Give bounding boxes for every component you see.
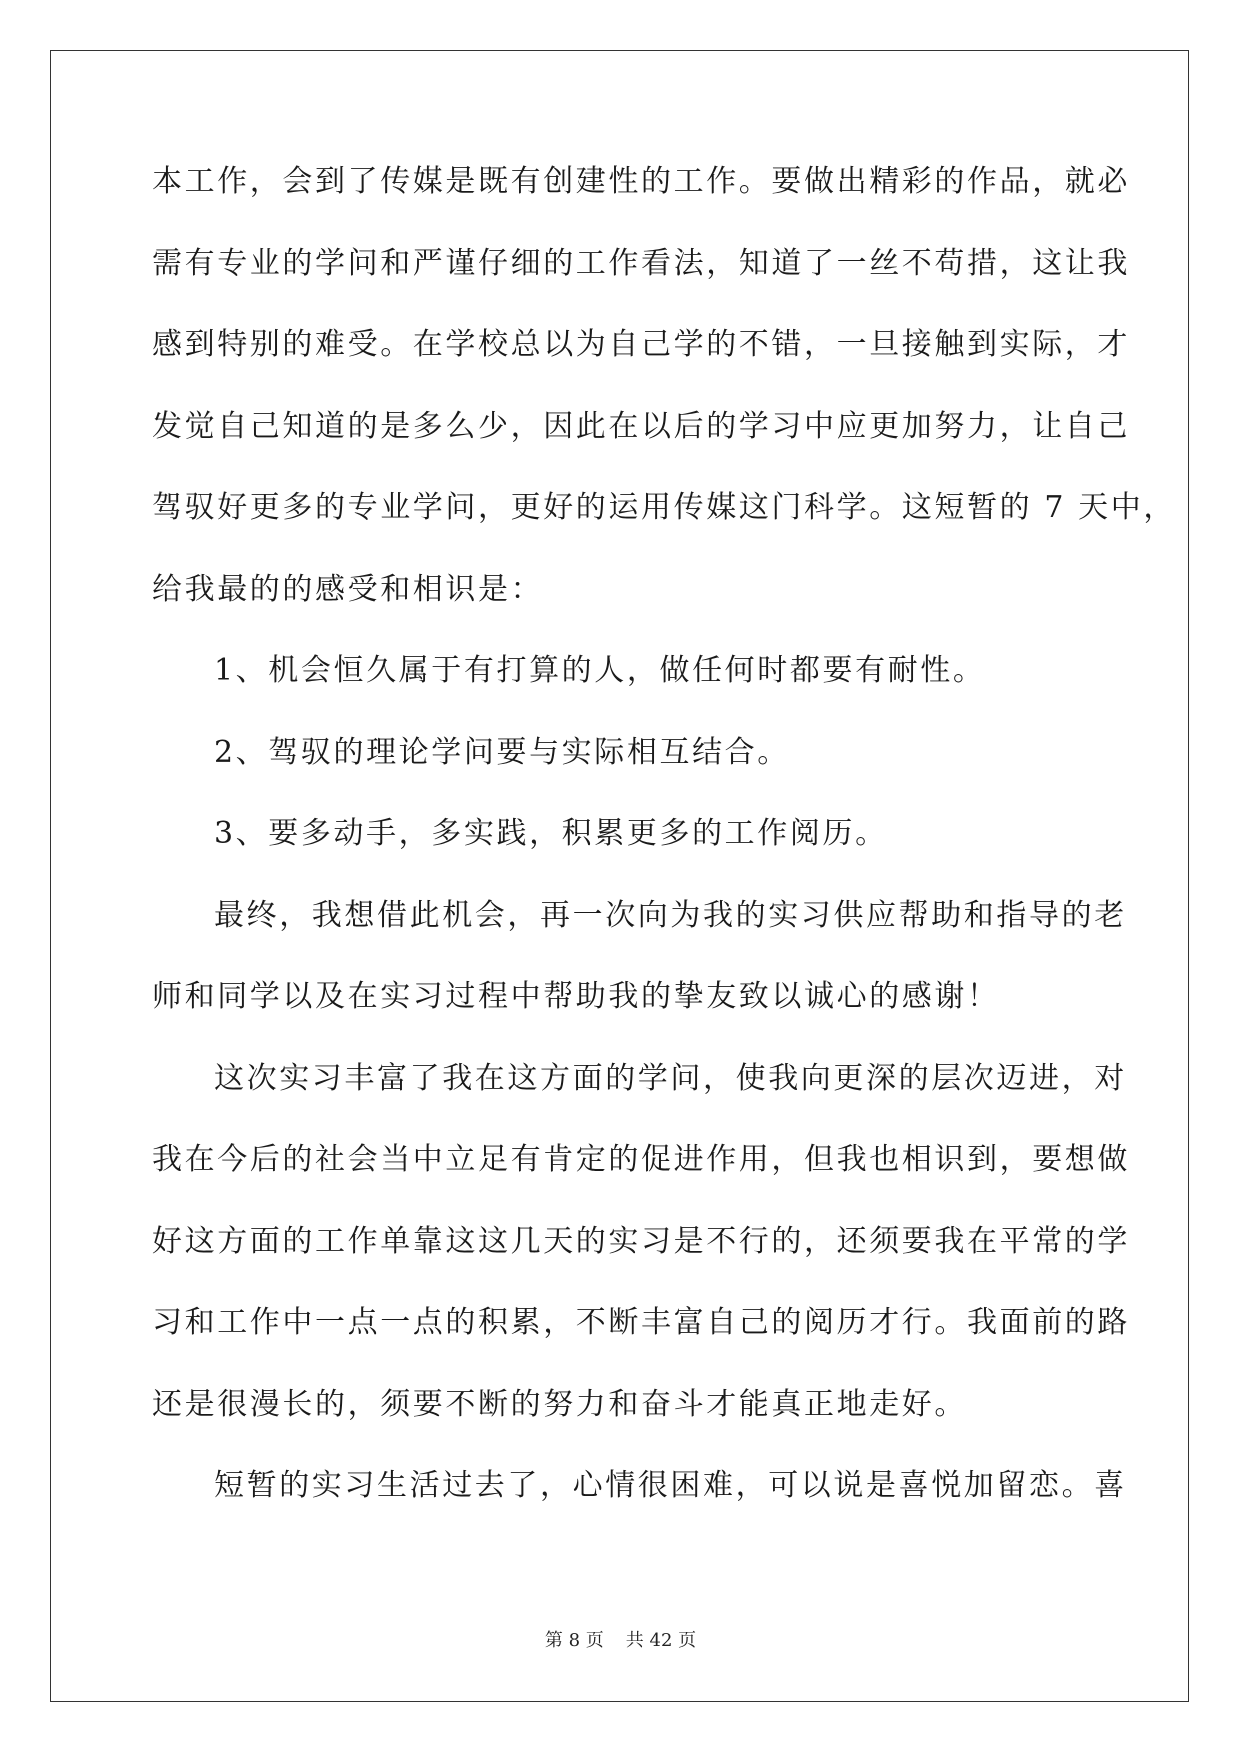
list-item-2: 2、驾驭的理论学问要与实际相互结合。 [214, 734, 790, 770]
paragraph-start: 短暂的实习生活过去了，心情很困难，可以说是喜悦加留恋。喜 [214, 1468, 1127, 1503]
list-item-3: 3、要多动手，多实践，积累更多的工作阅历。 [214, 816, 888, 851]
paragraph-start: 这次实习丰富了我在这方面的学问，使我向更深的层次迈进，对 [214, 1060, 1127, 1096]
text-line: 师和同学以及在实习过程中帮助我的挚友致以诚心的感谢！ [152, 979, 1000, 1014]
list-item-1: 1、机会恒久属于有打算的人，做任何时都要有耐性。 [214, 653, 986, 688]
text-line: 本工作，会到了传媒是既有创建性的工作。要做出精彩的作品，就必 [152, 164, 1130, 199]
text-line: 发觉自己知道的是多么少，因此在以后的学习中应更加努力，让自己 [152, 408, 1130, 444]
text-line: 我在今后的社会当中立足有肯定的促进作用，但我也相识到，要想做 [152, 1142, 1130, 1177]
page-footer [0, 1626, 1241, 1652]
text-line: 习和工作中一点一点的积累，不断丰富自己的阅历才行。我面前的路 [152, 1305, 1130, 1340]
text-line: 需有专业的学问和严谨仔细的工作看法，知道了一丝不苟措，这让我 [152, 245, 1130, 281]
paragraph-start: 最终，我想借此机会，再一次向为我的实习供应帮助和指导的老 [214, 897, 1127, 933]
text-line: 好这方面的工作单靠这这几天的实习是不行的，还须要我在平常的学 [152, 1223, 1130, 1259]
text-line: 给我最的的感受和相识是： [152, 571, 544, 607]
document-body [152, 158, 1176, 1544]
text-line: 驾驭好更多的专业学问，更好的运用传媒这门科学。这短暂的 7 天中， [152, 490, 1176, 525]
text-line: 还是很漫长的，须要不断的努力和奋斗才能真正地走好。 [152, 1386, 967, 1422]
text-line: 感到特别的难受。在学校总以为自己学的不错，一旦接触到实际，才 [152, 327, 1130, 362]
page-number: 第 8 页 [544, 1630, 604, 1651]
page-total: 共 42 页 [625, 1630, 697, 1651]
